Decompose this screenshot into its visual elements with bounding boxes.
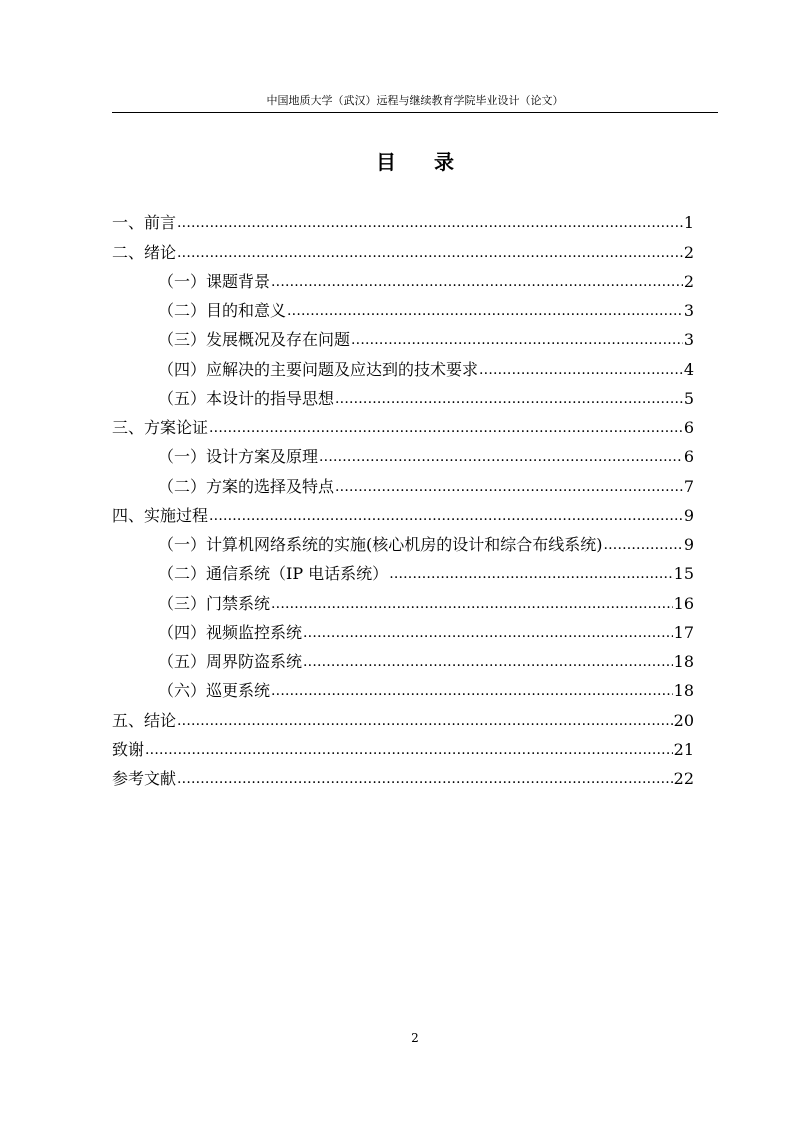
toc-title-char-2: 录 <box>434 150 454 174</box>
toc-entry-conclusion[interactable] <box>112 704 694 733</box>
toc-entry-page: 3 <box>683 301 694 320</box>
toc-entry-label: （三）发展概况及存在问题 <box>158 330 351 350</box>
toc-entry-label: 五、结论 <box>112 710 177 730</box>
toc-entry-page: 17 <box>673 622 694 642</box>
toc-entry-page: 18 <box>673 652 694 671</box>
dot-leader <box>209 418 683 441</box>
dot-leader <box>209 506 683 529</box>
toc-entry-label: （三）门禁系统 <box>158 593 271 613</box>
toc-entry-background[interactable] <box>112 266 694 295</box>
toc-entry-page: 16 <box>673 593 694 613</box>
toc-entry-label: （二）方案的选择及特点 <box>158 476 335 496</box>
toc-entry-communication[interactable] <box>112 558 694 587</box>
toc-entry-label: （六）巡更系统 <box>158 681 271 701</box>
toc-entry-implementation[interactable] <box>112 500 694 529</box>
dot-leader <box>271 594 673 617</box>
toc-entry-network-system[interactable] <box>112 529 694 558</box>
toc-entry-label: 三、方案论证 <box>112 418 209 437</box>
dot-leader <box>287 301 683 324</box>
toc-entry-preface[interactable] <box>112 207 694 236</box>
toc-entry-label: 四、实施过程 <box>112 505 209 525</box>
toc-entry-guiding-idea[interactable] <box>112 383 694 412</box>
dot-leader <box>177 213 683 236</box>
toc-entry-page: 9 <box>683 505 694 525</box>
toc-entry-page: 6 <box>683 447 694 467</box>
toc-entry-perimeter-security[interactable] <box>112 646 694 675</box>
dot-leader <box>303 652 673 675</box>
dot-leader <box>389 564 672 587</box>
toc-entry-scheme[interactable] <box>112 412 694 441</box>
toc-entry-page: 22 <box>673 769 694 788</box>
toc-entry-purpose[interactable] <box>112 295 694 324</box>
toc-entry-page: 6 <box>683 418 694 437</box>
toc-entry-label: （二）通信系统（IP 电话系统） <box>158 564 389 584</box>
toc-entry-page: 3 <box>683 330 694 350</box>
dot-leader <box>335 477 683 500</box>
toc-entry-label: （五）周界防盗系统 <box>158 652 303 671</box>
dot-leader <box>604 535 683 558</box>
toc-entry-requirements[interactable] <box>112 353 694 382</box>
page-header: 中国地质大学（武汉）远程与继续教育学院毕业设计（论文） <box>266 94 564 107</box>
toc-entry-page: 20 <box>673 710 694 730</box>
toc-title <box>112 150 718 174</box>
dot-leader <box>319 447 683 470</box>
toc-entry-introduction[interactable] <box>112 236 694 265</box>
toc-entry-label: （二）目的和意义 <box>158 301 287 320</box>
toc-entry-acknowledgements[interactable] <box>112 734 694 763</box>
toc-entry-references[interactable] <box>112 763 694 792</box>
toc-entry-label: （一）课题背景 <box>158 271 271 291</box>
dot-leader <box>177 711 673 734</box>
dot-leader <box>177 243 683 266</box>
dot-leader <box>145 740 673 763</box>
toc-entry-label: （五）本设计的指导思想 <box>158 388 335 408</box>
toc-entry-page: 9 <box>683 535 694 554</box>
toc-entry-label: （四）应解决的主要问题及应达到的技术要求 <box>158 359 479 379</box>
toc-entry-development[interactable] <box>112 324 694 353</box>
toc-entry-page: 5 <box>683 388 694 408</box>
dot-leader <box>271 681 673 704</box>
toc-entry-label: （一）设计方案及原理 <box>158 447 319 467</box>
dot-leader <box>303 623 673 646</box>
header-divider <box>112 112 718 113</box>
dot-leader <box>335 389 683 412</box>
toc-entry-video-surveillance[interactable] <box>112 617 694 646</box>
dot-leader <box>271 272 683 295</box>
toc-entry-label: （四）视频监控系统 <box>158 622 303 642</box>
toc-entry-patrol-system[interactable] <box>112 675 694 704</box>
toc-entry-label: 参考文献 <box>112 769 177 788</box>
toc-entry-label: 致谢 <box>112 739 145 759</box>
toc-entry-page: 2 <box>683 271 694 291</box>
toc-entry-page: 4 <box>683 359 694 379</box>
toc-entry-page: 7 <box>683 476 694 496</box>
toc-entry-access-control[interactable] <box>112 587 694 616</box>
toc-entry-label: 一、前言 <box>112 213 177 233</box>
toc-entry-page: 15 <box>673 564 694 584</box>
toc-entry-selection[interactable] <box>112 470 694 499</box>
toc-entry-label: 二、绪论 <box>112 242 177 262</box>
page-number: 2 <box>411 1031 419 1045</box>
toc-entry-page: 21 <box>673 739 694 759</box>
toc-title-char-1: 目 <box>376 150 396 174</box>
toc-entry-page: 18 <box>673 681 694 701</box>
toc-entry-page: 1 <box>683 213 694 233</box>
dot-leader <box>351 330 683 353</box>
dot-leader <box>177 769 673 792</box>
toc-entry-design-principle[interactable] <box>112 441 694 470</box>
table-of-contents <box>112 207 694 792</box>
dot-leader <box>479 360 683 383</box>
toc-entry-label: （一）计算机网络系统的实施(核心机房的设计和综合布线系统) <box>158 535 603 554</box>
toc-entry-page: 2 <box>683 242 694 262</box>
